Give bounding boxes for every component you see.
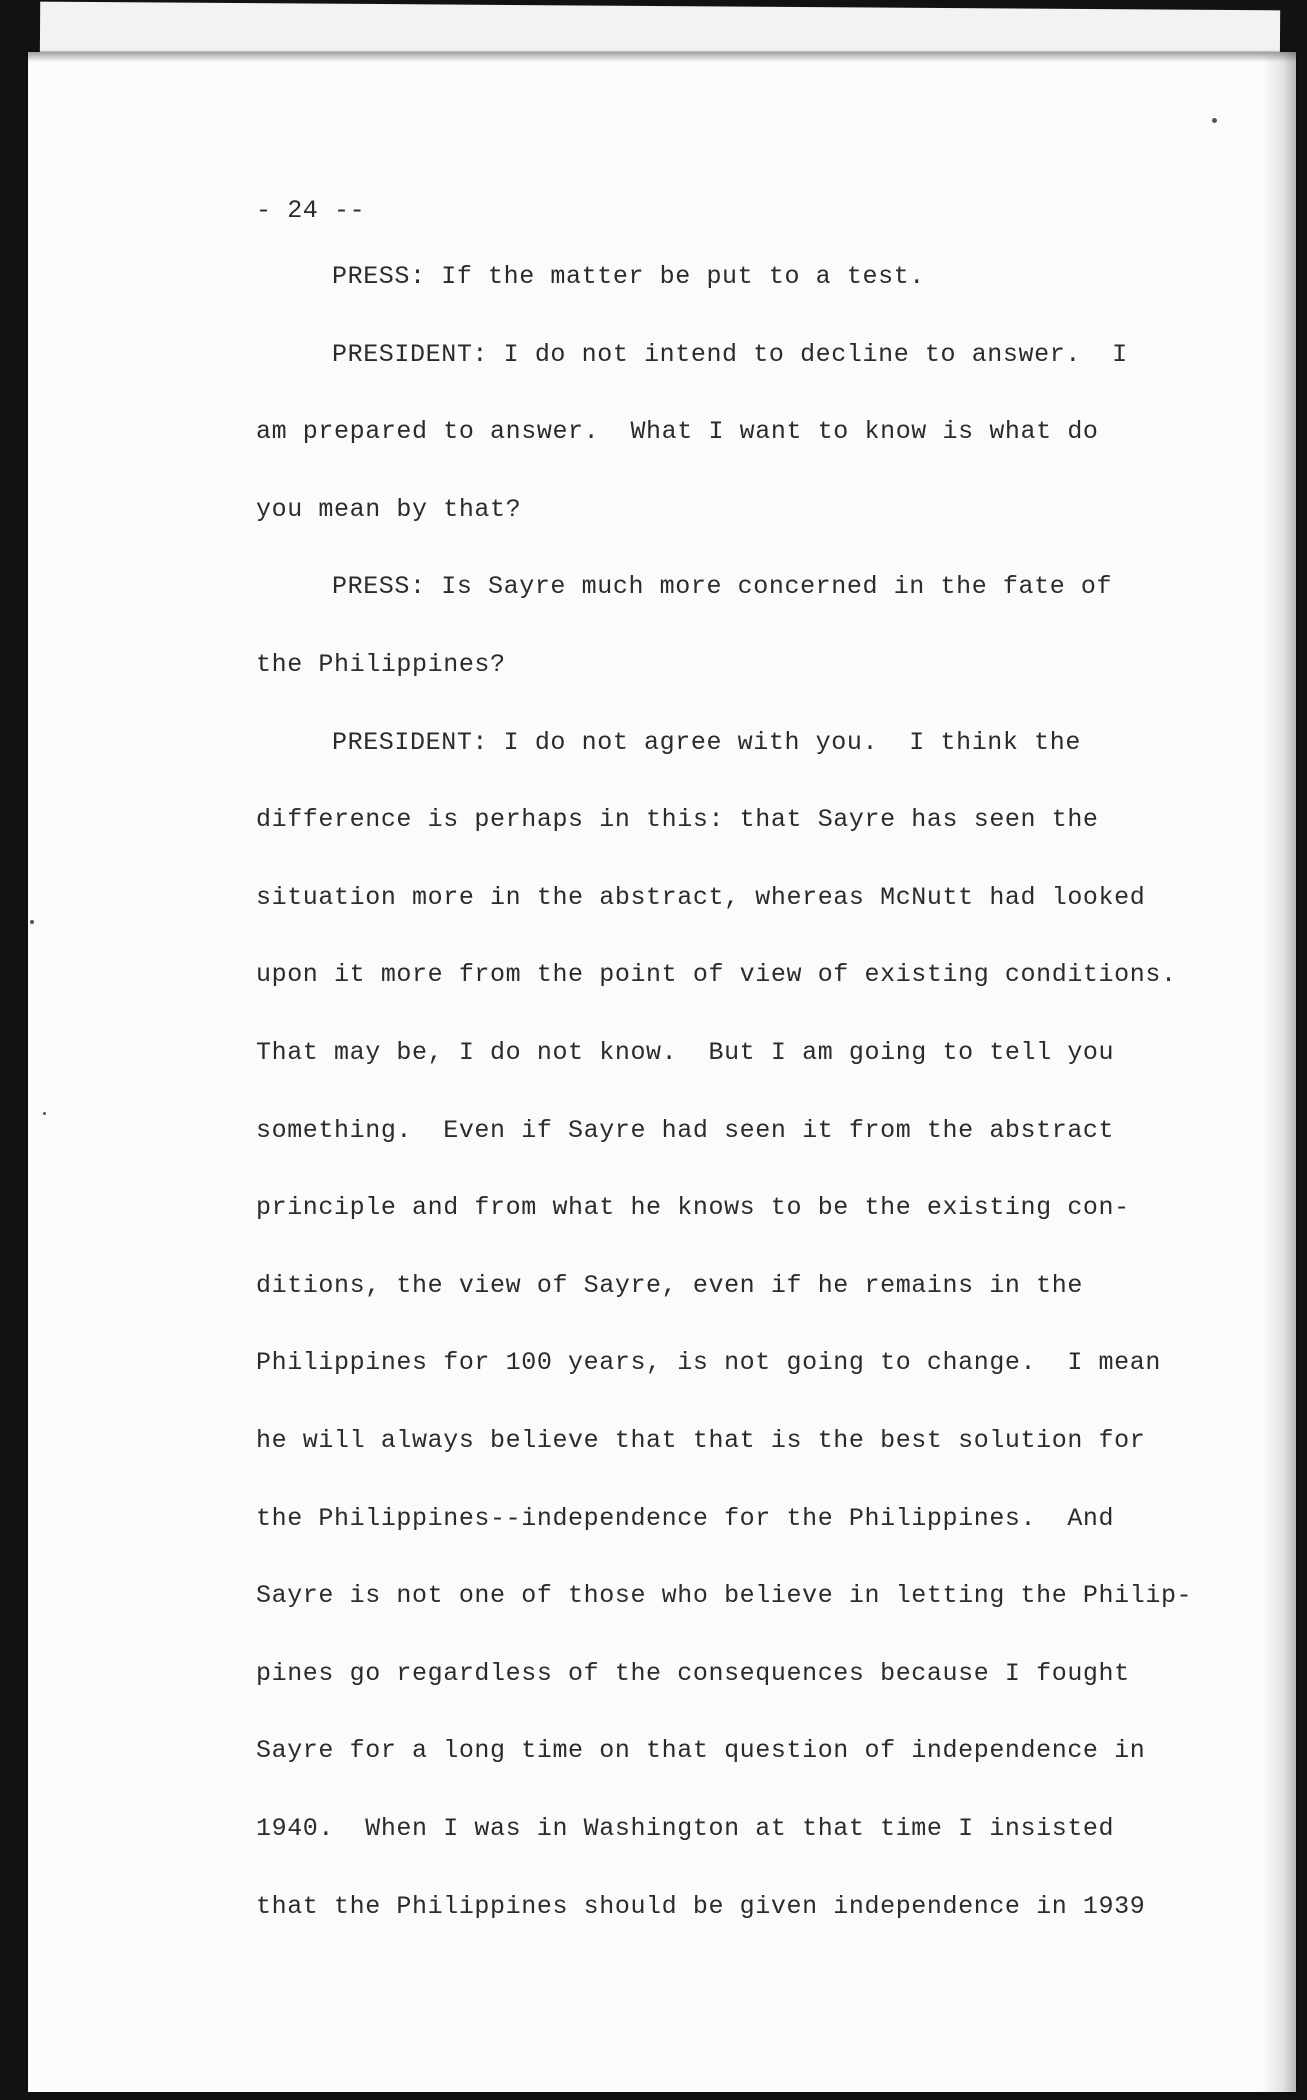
text-line: difference is perhaps in this: that Sayre has seen the bbox=[256, 805, 1099, 835]
text-line: pines go regardless of the consequences because I fought bbox=[256, 1658, 1130, 1688]
scan-speck bbox=[30, 920, 34, 924]
text-line: PRESIDENT: I do not intend to decline to answer. I bbox=[332, 339, 1128, 369]
text-line: Sayre for a long time on that question of independence in bbox=[256, 1736, 1146, 1766]
document-page bbox=[28, 52, 1296, 2092]
scan-speck bbox=[43, 1112, 46, 1115]
text-line: Sayre is not one of those who believe in letting the Philip- bbox=[256, 1581, 1193, 1611]
text-line: the Philippines--independence for the Philippines. And bbox=[256, 1503, 1115, 1533]
text-line: he will always believe that that is the best solution for bbox=[256, 1426, 1146, 1455]
text-line: principle and from what he knows to be the existing con- bbox=[256, 1193, 1130, 1223]
text-line: upon it more from the point of view of existing conditions. bbox=[256, 960, 1177, 990]
text-line: you mean by that? bbox=[256, 494, 522, 524]
text-line: situation more in the abstract, whereas McNutt had looked bbox=[256, 882, 1146, 912]
text-line: PRESS: Is Sayre much more concerned in the fate of bbox=[332, 572, 1113, 602]
paper-right-edge bbox=[1262, 52, 1296, 2092]
text-line: PRESS: If the matter be put to a test. bbox=[332, 262, 925, 291]
text-line: something. Even if Sayre had seen it from the abstract bbox=[256, 1115, 1115, 1145]
text-line: PRESIDENT: I do not agree with you. I think the bbox=[332, 727, 1081, 757]
text-line: am prepared to answer. What I want to know is what do bbox=[256, 417, 1099, 447]
page-number: - 24 -- bbox=[256, 196, 366, 225]
text-line: that the Philippines should be given independence in 1939 bbox=[256, 1891, 1146, 1921]
paper-top-edge bbox=[28, 52, 1296, 62]
text-line: ditions, the view of Sayre, even if he remains in the bbox=[256, 1270, 1083, 1300]
scan-speck bbox=[1212, 118, 1217, 123]
text-line: Philippines for 100 years, is not going to change. I mean bbox=[256, 1348, 1161, 1378]
text-line: the Philippines? bbox=[256, 650, 506, 679]
text-line: That may be, I do not know. But I am going to tell you bbox=[256, 1038, 1115, 1067]
text-line: 1940. When I was in Washington at that time I insisted bbox=[256, 1814, 1115, 1843]
